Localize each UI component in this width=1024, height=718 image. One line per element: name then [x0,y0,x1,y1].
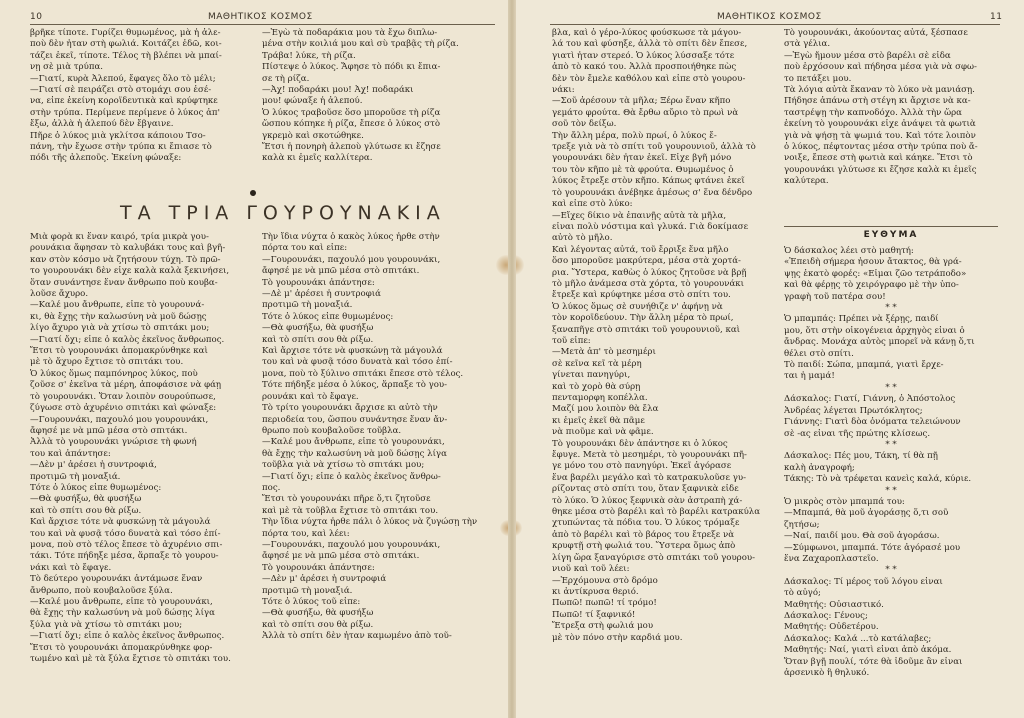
text-line: Ὁ μπαμπάς: Πρέπει νὰ ξέρῃς, παιδί [784,314,939,325]
text-line: γιὰ νὰ ψήσῃ τὰ ψωμιά του. Καὶ τότε λοιπὸν [784,130,976,141]
text-line: τοῦβλα γιὰ νὰ χτίσω τὸ σπιτάκι μου; [262,460,425,471]
text-line: λοῦσε ἄχυρο. [30,289,89,300]
text-line: μονα, ποὺ στὸ τέλος ἔπεσε τὸ ἀχυρένιο σπι- [30,539,223,550]
jokes-box-title: ΕΥΘΥΜΑ [863,230,919,240]
text-line: του τὸν κῆπο μὲ τὰ φρούτα. Θυμωμένος ὁ [552,164,734,175]
text-line: ἀρσενικὸ ἢ θηλυκό. [784,668,870,679]
text-line: καλύτερα. [784,176,829,187]
text-line: —Καλέ μου ἄνθρωπε, εἶπε τὸ γουρουνάκι, [30,597,213,607]
text-line: λύκος ἔτρεξε στὸν κῆπο. Κάπως φτάνει ἐκεῖ [552,176,745,187]
text-line: —Δὲ μ' ἀρέσει ἡ συντροφιά [262,289,381,300]
right-column-1 [552,28,774,644]
text-line: τὸ μῆλο ἀνάμεσα στὰ χόρτα, τὸ γουρουνάκι [552,278,745,289]
text-line: —Θὰ φυσήξω, θὰ φυσήξω [30,494,142,505]
text-line: * * [885,485,897,496]
text-line: τρεξε γιὰ νὰ τὸ σπίτι τοῦ γουρουνιοῦ, ἀλλὰ τὸ [552,142,756,153]
text-line: τὸν κοροϊδεύουν. Τὴν ἄλλη μέρα τὸ πρωί, [552,313,734,324]
text-line: ὥσπου κόπηκε ἡ ρίζα, ἔπεσε ὁ λύκος στὸ [262,119,440,130]
text-line: τὸ γουρουνάκι ἀνέβηκε ἀμέσως σ' ἕνα δένδρο [552,187,753,198]
text-line: * * [885,303,897,314]
text-line: ἐκείνη τὸ γουρουνάκι εἶχε ἀνάψει τὰ φωτιὰ [784,119,976,130]
text-line: Τὴν ἴδια νύχτα ἦρθε πάλι ὁ λύκος νὰ ζυγώσῃ τὴν [262,517,478,528]
text-line: θὰ ἔχῃς τὴν καλωσύνη νὰ μοῦ δώσῃς λίγα [262,448,447,459]
text-line: ρίζοντας στὸ σπίτι του, ὅταν ξαφνικὰ εἶδε [552,484,739,495]
text-line: μου! φώναξε ἡ ἀλεπού. [262,96,363,107]
text-line: —Μπαμπά, θὰ μοῦ ἀγοράσῃς ὅ,τι σοῦ [784,508,949,519]
text-line: τὸ αὐγό; [784,588,821,599]
text-line: Ὁ λύκος ὅμως σὲ συνήθιζε ν' ἀφήνῃ νὰ [552,301,723,312]
text-line: Τράβα! λύκε, τὴ ρίζα. [262,50,356,61]
book-gutter [508,0,516,718]
text-line: —Μετὰ ἀπ' τὸ μεσημέρι [552,347,656,358]
text-line: Μαθητής: Οὐσιαστικό. [784,599,884,610]
left-column-2-bottom [262,232,494,643]
text-line: ζοῦσε σ' ἐκεῖνα τὰ μέρη, ἀποφάσισε νὰ φάῃ [30,380,222,391]
right-column-2-top [784,28,998,188]
text-line: —Γουρουνάκι, παχουλό μου γουρουνάκι, [262,254,441,265]
text-line: Ὁ λύκος ὅμως παμπόνηρος λύκος, ποὺ [30,368,198,379]
text-line: πόδι τῆς ἀλεποῦς. Ἐκείνη φώναξε: [30,153,182,164]
text-line: τωμένο καὶ μὲ τὰ ξύλα ἔχτισε τὸ σπιτάκι του. [30,654,231,665]
text-line: στὴν τρύπα. Περίμενε περίμενε ὁ λύκος ἀπ' [30,107,220,118]
text-line: ἄνθρωπο, ποὺ κουβαλοῦσε ξύλα. [30,585,173,596]
text-line: κι ἐμεῖς ἐκεῖ θὰ πᾶμε [552,415,645,426]
text-line: Ὁ μικρὸς στὸν μπαμπά του: [784,496,905,507]
text-line: γκρεμὸ καὶ σκοτώθηκε. [262,130,364,141]
text-line: σὲ -ας εἶναι τῆς πρώτης κλίσεως. [784,428,931,439]
text-line: —Ἐρχόμουνα στὸ δρόμο [552,575,658,586]
text-line: του καὶ νὰ φυσᾷ τόσο δυνατὰ καὶ τόσο ἐπί- [262,357,453,368]
header-rule [550,24,1000,25]
text-line: τὸ γουρουνάκι. Ὅταν λοιπὸν σουρούπωσε, [30,391,216,402]
text-line: εἶναι πολὺ νόστιμα καὶ γλυκά. Γιὰ δοκίμασε [552,221,749,232]
text-line: ρουνάκια ἄφησαν τὸ καλυβάκι τους καὶ βγῆ- [30,243,226,254]
text-line: Καὶ ἄρχισε τότε νὰ φυσκώνῃ τὰ μάγουλά [262,346,443,357]
text-line: Τάκης: Τὸ νὰ τρέφεται κανεὶς καλά, κύριε. [784,474,972,485]
text-line: μένα στὴν κοιλιά μου καὶ σὺ τραβᾷς τὴ ρίζα. [262,39,459,50]
text-line: πόρτα του καὶ εἶπε: [262,243,348,254]
text-line: μὲ τὸν πόνο στὴν καρδιά μου. [552,632,683,643]
page-number: 11 [990,12,1003,22]
text-line: —Ναί, παιδί μου. Θὰ σοῦ ἀγοράσω. [784,531,940,542]
text-line: γιατὶ ἦταν στερεό. Ὁ λύκος λύσσαξε τότε [552,50,735,61]
text-line: Μιὰ φορὰ κι ἕναν καιρό, τρία μικρὰ γου- [30,232,209,242]
page-number: 10 [30,12,43,22]
text-line: ἔφυγε. Μετὰ τὸ μεσημέρι, τὸ γουρουνάκι πῆ- [552,450,747,461]
text-line: νιοῦ καὶ τοῦ λέει: [552,564,630,575]
text-line: —Σοῦ ἀρέσουν τὰ μῆλα; Ξέρω ἕναν κῆπο [552,96,731,107]
text-line: του καὶ νὰ φυσᾷ τόσο δυνατὰ καὶ τόσο ἐπί- [30,528,221,539]
text-line: —Γιατί ὄχι; εἶπε ὁ καλὸς ἐκεῖνος ἄνθρωπος. [30,334,225,345]
text-line: καὶ εἶπε στὸ λύκο: [552,199,633,210]
text-line: Τὸ παιδί: Σώπα, μπαμπά, γιατὶ ἔρχε- [784,360,944,371]
text-line: σὲ κεῖνα κεῖ τὰ μέρη [552,358,642,369]
text-line: πενταμορφη κοπέλλα. [552,393,648,403]
text-line: καλὴ ἀναγροφή; [784,462,855,473]
text-line: περιοδεία του, ὥσπου συνάντησε ἕναν ἄν- [262,414,448,425]
text-line: ὅσο μποροῦσε μακρύτερα, μέσα στὰ χορτά- [552,256,741,267]
text-line: καν στὸν κόσμο νὰ ζητήσουν τύχη. Τὸ πρῶ- [30,254,221,265]
text-line: ἕνα Ζαχαροπλαστεῖο. [784,553,879,564]
text-line: —Γιατί ὄχι; εἶπε ὁ καλὸς ἐκεῖνος ἄνθρω- [262,471,441,482]
text-line: Πωπῶ! τί ξαφνικό! [552,609,636,620]
text-line: ζύγωσε στὸ ἀχυρένιο σπιτάκι καὶ φώναξε: [30,403,217,414]
text-line: —Ἀχ! ποδαράκι μου! Ἀχ! ποδαράκι [262,85,414,96]
text-line: του καὶ ἀπάντησε: [30,448,111,459]
text-line: ἄνδρας. Μονάχα αὐτὸς μπορεῖ νὰ κάνῃ ὅ,τι [784,337,975,348]
running-head: ΜΑΘΗΤΙΚΟΣ ΚΟΣΜΟΣ [208,12,313,22]
text-line: νοιξε, ἔπεσε στὴ φωτιὰ καὶ κάηκε. Ἔτσι τὸ [784,153,973,164]
story-title: ΤΑ ΤΡΙΑ ΓΟΥΡΟΥΝΑΚΙΑ [120,202,446,224]
left-column-1-bottom [30,232,252,665]
text-line: το πετάξει μου. [784,73,852,84]
text-line: γεμάτο φρούτα. Θὰ ἔρθω αὔριο τὸ πρωὶ νὰ [552,107,739,118]
text-line: θρωπο ποὺ κουβαλοῦσε τοῦβλα. [262,425,402,436]
text-line: Ἔτσι ἡ πονηρὴ ἀλεποὺ γλύτωσε κι ἔζησε [262,142,441,153]
text-line: ρουνάκι καὶ τὸ ἔφαγε. [262,391,359,402]
text-line: Ἔτσι τὸ γουρουνάκι ἀπομακρύνθηκε φορ- [30,642,213,653]
text-line: —Γιατί, κυρὰ Ἀλεπού, ἔφαγες ὅλο τὸ μέλι; [30,73,216,84]
text-line: να, εἶπε ἐκείνη κοροϊδευτικὰ καὶ κρύφτηκε [30,96,218,107]
text-line: σε τὴ ρίζα. [262,73,310,84]
text-line: —Ἐγὼ ἤμουν μέσα στὸ βαρέλι σὲ εἶδα [784,50,951,61]
text-line: Τὸ δεύτερο γουρουνάκι ἀντάμωσε ἕναν [30,574,203,585]
text-line: αὐτὸ τὸ μῆλο. [552,233,613,244]
text-line: Μαθητής: Οὐδετέρου. [784,622,879,633]
text-line: Μαζί μου λοιπὸν θὰ ἔλα [552,404,659,415]
text-line: Δάσκαλος: Γιατί, Γιάννη, ὁ Ἀπόστολος [784,394,956,405]
text-line: Ἔτρεξα στὴ φωλιά μου [552,621,654,632]
text-line: Τὴν ἄλλη μέρα, πολὺ πρωί, ὁ λύκος ἔ- [552,130,717,141]
header-rule [30,24,495,25]
text-line: ρια. Ὕστερα, καθὼς ὁ λύκος ζητοῦσε νὰ βρῇ [552,267,747,278]
box-rule [784,226,998,227]
text-line: Ἀλλὰ τὸ γουρουνάκι γνώρισε τὴ φωνή [30,437,197,448]
text-line: Πῆρε ὁ λύκος μιὰ γκλίτσα κάποιου Τσο- [30,130,206,141]
text-line: καὶ τὸ σπίτι σου θὰ ρίξω. [262,619,374,630]
text-line: τάκι. Τότε πήδηξε μέσα, ἅρπαξε τὸ γουρου- [30,551,219,562]
text-line: γίνεται πανηγύρι, [552,370,631,381]
text-line: Γιάννης: Γιατὶ δὸα ὀνόματα τελειώνουν [784,417,961,428]
text-line: Τὸ γουρουνάκι, ἀκούοντας αὐτά, ξέσπασε [784,28,968,38]
text-line: —Θὰ φυσήξω, θὰ φυσήξω [262,608,374,619]
text-line: Τὸ τρίτο γουρουνάκι ἄρχισε κι αὐτὸ τὴν [262,403,438,414]
left-column-1-top [30,28,252,165]
text-line: ποὺ δὲν ἦταν στὴ φωλιά. Κοιτάζει ἐδῶ, κοι- [30,39,222,50]
text-line: λίγη ὥρα ξαναγύρισε στὸ σπιτάκι τοῦ γουρου- [552,552,756,563]
text-line: τάζει ἐκεῖ, τίποτε. Τέλος τὴ βλέπει νὰ μπαί- [30,50,222,61]
text-line: γουρουνάκι δὲν ἦταν ἐκεῖ. Εἶχε βγῆ μόνο [552,153,732,164]
text-line: ται ἡ μαμά! [784,371,835,382]
text-line: λίγο ἄχυρο γιὰ νὰ χτίσω τὸ σπιτάκι μου; [30,323,210,334]
text-line: καὶ τὸ χορὸ θὰ σύρῃ [552,381,641,392]
text-line: ἔξω, ἀλλὰ ἡ ἀλεπού δὲν ἔβγαινε. [30,119,174,130]
text-line: Τὸ γουρουνάκι δὲν ἀπάντησε κι ὁ λύκος [552,438,728,449]
text-line: στὰ γέλια. [784,39,831,50]
text-line: Τὸ γουρουνάκι ἀπάντησε: [262,562,375,573]
running-head: ΜΑΘΗΤΙΚΟΣ ΚΟΣΜΟΣ [717,12,822,22]
text-line: Μαθητής: Ναί, γιατὶ εἶναι ἀπὸ ἀκόμα. [784,645,952,656]
text-line: μου, ὅτι στὴν οἰκογένεια ἀρχηγὸς εἶναι ὁ [784,325,965,336]
text-line: —Ἐγὼ τὰ ποδαράκια μου τὰ ἔχω διπλω- [262,28,438,38]
text-line: προτιμῶ τὴ μοναξιά. [262,300,353,311]
text-line: Ἀλλὰ τὸ σπίτι δὲν ἦταν καμωμένο ἀπὸ τοῦ- [262,631,452,642]
text-line: Ὁ δάσκαλος λέει στὸ μαθητή: [784,246,914,256]
text-line: ἄφησέ με νὰ μπῶ μέσα στὸ σπιτάκι. [30,425,188,436]
text-line: νάκι: [552,85,575,96]
text-line: Δάσκαλος: Τί μέρος τοῦ λόγου εἶναι [784,576,943,587]
text-line: νὰ πιοῦμε καὶ νὰ φᾶμε. [552,427,654,438]
text-line: Δάσκαλος: Γένους; [784,611,868,621]
text-line: Τὸ γουρουνάκι ἀπάντησε: [262,277,375,288]
text-line: γε μόνο του στὸ πανηγύρι. Ἐκεῖ ἀγόρασε [552,461,732,472]
left-column-2-top [262,28,494,165]
text-line: «Ἐπειδὴ σήμερα ἦσουν ἄτακτος, θὰ γρά- [784,257,962,268]
text-line: Τότε ὁ λύκος εἶπε θυμωμένος: [262,311,394,322]
text-line: ταστρέψῃ τὴν καπνοδόχο. Ἀλλὰ τὴν ὥρα [784,107,962,118]
text-line: ψῃς ἑκατὸ φορές: «Εἶμαι ζῶο τετράποδο» [784,268,967,279]
text-line: ζητήσω; [784,519,820,530]
text-line: ἕνα βαρέλι μεγάλο καὶ τὸ κατρακυλοῦσε γυ- [552,472,746,483]
text-line: ξύλα γιὰ νὰ χτίσω τὸ σπιτάκι μου; [30,619,183,630]
text-line: Ὅταν βγῇ πουλί, τότε θὰ ἰδοῦμε ἂν εἶναι [784,656,963,667]
text-line: κρυφτῇ στὴ φωλιά του. Ὕστερα ὅμως ἀπὸ [552,541,736,552]
text-line: —Δὲν μ' ἀρέσει ἡ συντροφιά [262,574,387,585]
text-line: βλα, καὶ ὁ γέρο-λύκος φούσκωσε τὰ μάγου- [552,28,742,38]
right-column-2-bottom [784,246,998,679]
text-line: Ὁ λύκος τραβοῦσε ὅσο μποροῦσε τὴ ρίζα [262,107,441,118]
text-line: τοῦ εἶπε: [552,335,591,346]
text-line: * * [885,382,897,393]
text-line: —Σύμφωνοι, μπαμπά. Τότε ἀγόρασέ μου [784,542,961,553]
text-line: βρῆκε τίποτε. Γυρίζει θυμωμένος, μὰ ἡ ἀλε- [30,28,221,38]
text-line: Τότε ὁ λύκος εἶπε θυμωμένος: [30,482,162,493]
text-line: —Γουρουνάκι, παχουλό μου γουρουνάκι, [262,539,441,550]
text-line: Καὶ ἄρχισε τότε νὰ φυσκώνῃ τὰ μάγουλά [30,517,211,528]
text-line: προτιμῶ τὴ μοναξιά. [30,471,121,482]
text-line: πος. [262,482,281,493]
text-line: Πωπῶ! πωπῶ! τί τρόμο! [552,598,657,609]
text-line: —Γιατί ὄχι; εἶπε ὁ καλὸς ἐκεῖνος ἄνθρωπος. [30,631,225,642]
text-line: Δάσκαλος: Καλά ...τὸ κατάλαβες; [784,633,932,644]
text-line: ἄφησέ με νὰ μπῶ μέσα στὸ σπιτάκι. [262,551,420,562]
text-line: Δάσκαλος: Πές μου, Τάκη, τί θὰ πῇ [784,451,938,462]
text-line: ἔτρεξε καὶ κρύφτηκε μέσα στὸ σπίτι του. [552,290,731,301]
right-page [512,0,1024,718]
text-line: γουρουνάκι γλύτωσε κι ἔζησε καλὰ κι ἐμεῖς [784,164,977,175]
text-line: το γουρουνάκι δὲν εἶχε καλὰ καλὰ ξεκινήσει, [30,266,230,277]
text-line: —Καλέ μου ἄνθρωπε, εἶπε τὸ γουρουνά- [30,300,205,311]
text-line: κι, θὰ ἔχῃς τὴν καλωσύνη νὰ μοῦ δώσῃς [30,311,207,322]
text-line: πόρτα του, καὶ λέει: [262,528,350,539]
text-line: Πίστεψε ὁ λύκος. Ἄφησε τὸ πόδι κι ἔπια- [262,62,441,73]
text-line: θηκε μέσα στὸ βαρέλι καὶ τὸ βαρέλι κατρακύλα [552,507,761,518]
text-line: Καὶ λέγοντας αὐτά, τοῦ ἔρριξε ἕνα μῆλο [552,244,729,255]
text-line: ἄφησέ με νὰ μπῶ μέσα στὸ σπιτάκι. [262,266,420,277]
text-line: σοῦ τὸν δείξω. [552,119,617,130]
text-line: Πήδησε ἀπάνω στὴ στέγη κι ἄρχισε νὰ κα- [784,96,971,107]
text-line: Τότε ὁ λύκος τοῦ εἶπε: [262,597,361,607]
text-line: καὶ μὲ τὰ τοῦβλα ἔχτισε τὸ σπιτάκι του. [262,505,439,516]
text-line: λά του καὶ φύσηξε, ἀλλὰ τὸ σπίτι δὲν ἔπεσε, [552,39,748,50]
text-line: μὲ τὸ ἄχυρο ἔχτισε τὸ σπιτάκι του. [30,357,184,368]
text-line: Τότε πήδηξε μέσα ὁ λύκος, ἅρπαξε τὸ γου- [262,380,448,391]
text-line: Ἔτσι τὸ γουρουνάκι ἀπομακρύνθηκε καὶ [30,346,208,357]
text-line: Ἔτσι τὸ γουρουνάκι πῆρε ὅ,τι ζητοῦσε [262,494,431,505]
text-line: πάνη, τὴν ἔχωσε στὴν τρύπα κι ἔπιασε τὸ [30,142,212,153]
text-line: καὶ τὸ σπίτι σου θὰ ρίξω. [30,505,142,516]
text-line: —Θὰ φυσήξω, θὰ φυσήξω [262,323,374,334]
text-line: * * [885,439,897,450]
text-line: ὅταν συνάντησε ἕναν ἄνθρωπο ποὺ κουβα- [30,277,218,288]
text-line: θὰ ἔχῃς τὴν καλωσύνη νὰ μοῦ δώσῃς λίγα [30,608,215,619]
text-line: Τὴν ἴδια νύχτα ὁ κακὸς λύκος ἦρθε στὴν [262,232,440,242]
text-line: Ἀνδρέας λέγεται Πρωτόκλητος; [784,405,923,416]
text-line: μονα, ποὺ τὸ ξύλινο σπιτάκι ἔπεσε στὸ τέλος. [262,368,464,379]
text-line: θέλει στὸ σπίτι. [784,348,854,359]
text-line: γραφὴ τοῦ πατέρα σου! [784,291,886,302]
text-line: —Γιατί σὲ πειράζει στὸ στομάχι σου ἐσέ- [30,85,212,96]
text-line: τὸ λύκο. Ὁ λύκος ξεφνικὰ σὰν ἀστραπὴ χά- [552,495,743,506]
text-line: καλὰ κι ἐμεῖς καλλίτερα. [262,153,373,164]
text-line: —Γουρουνάκι, παχουλό μου γουρουνάκι, [30,414,209,425]
text-line: καὶ τὸ σπίτι σου θὰ ρίξω. [262,334,374,345]
text-line: Τὰ λόγια αὐτὰ ἔκαναν τὸ λύκο νὰ μανιάσῃ. [784,85,975,96]
text-line: νῃ σὲ μιὰ τρύπα. [30,62,104,73]
text-line: δὲν τὸν ἔμελε καθόλου καὶ εἶπε στὸ γουρου- [552,73,746,84]
text-line: κι ἀντίκρυσα θεριό. [552,586,639,597]
text-line: ὁ λύκος, πέφτοντας μέσα στὴν τρύπα ποὺ ἄ- [784,142,978,153]
text-line: —Δὲν μ' ἀρέσει ἡ συντροφιά, [30,460,157,471]
text-line: ἀπὸ τὸ βαρέλι καὶ τὸ βάρος του ἔτρεξε νὰ [552,529,735,540]
text-line: προτιμῶ τὴ μοναξιά. [262,585,353,596]
text-line: χτυπώντας τὰ πόδια του. Ὁ λύκος τρόμαξε [552,518,740,529]
text-line: * * [885,565,897,576]
text-line: καὶ θὰ φέρῃς τὸ χειρόγραφο μὲ τὴν ὑπο- [784,280,959,291]
section-divider-dot [250,190,256,196]
text-line: νάκι καὶ τὸ ἔφαγε. [30,562,112,573]
text-line: —Καλέ μου ἄνθρωπε, εἶπε τὸ γουρουνάκι, [262,437,445,448]
text-line: ἀπὸ τὸ κακό του. Ἀλλὰ προσποιήθηκε πὼς [552,62,737,73]
text-line: ξαναπῆγε στὸ σπιτάκι τοῦ γουρουνιοῦ, καὶ [552,324,740,335]
text-line: ποὺ ἐρχόσουν καὶ πήδησα μέσα γιὰ νὰ σφω- [784,62,977,73]
text-line: —Εἴχες δίκιο νὰ ἐπαινῇς αὐτὰ τὰ μῆλα, [552,210,727,221]
